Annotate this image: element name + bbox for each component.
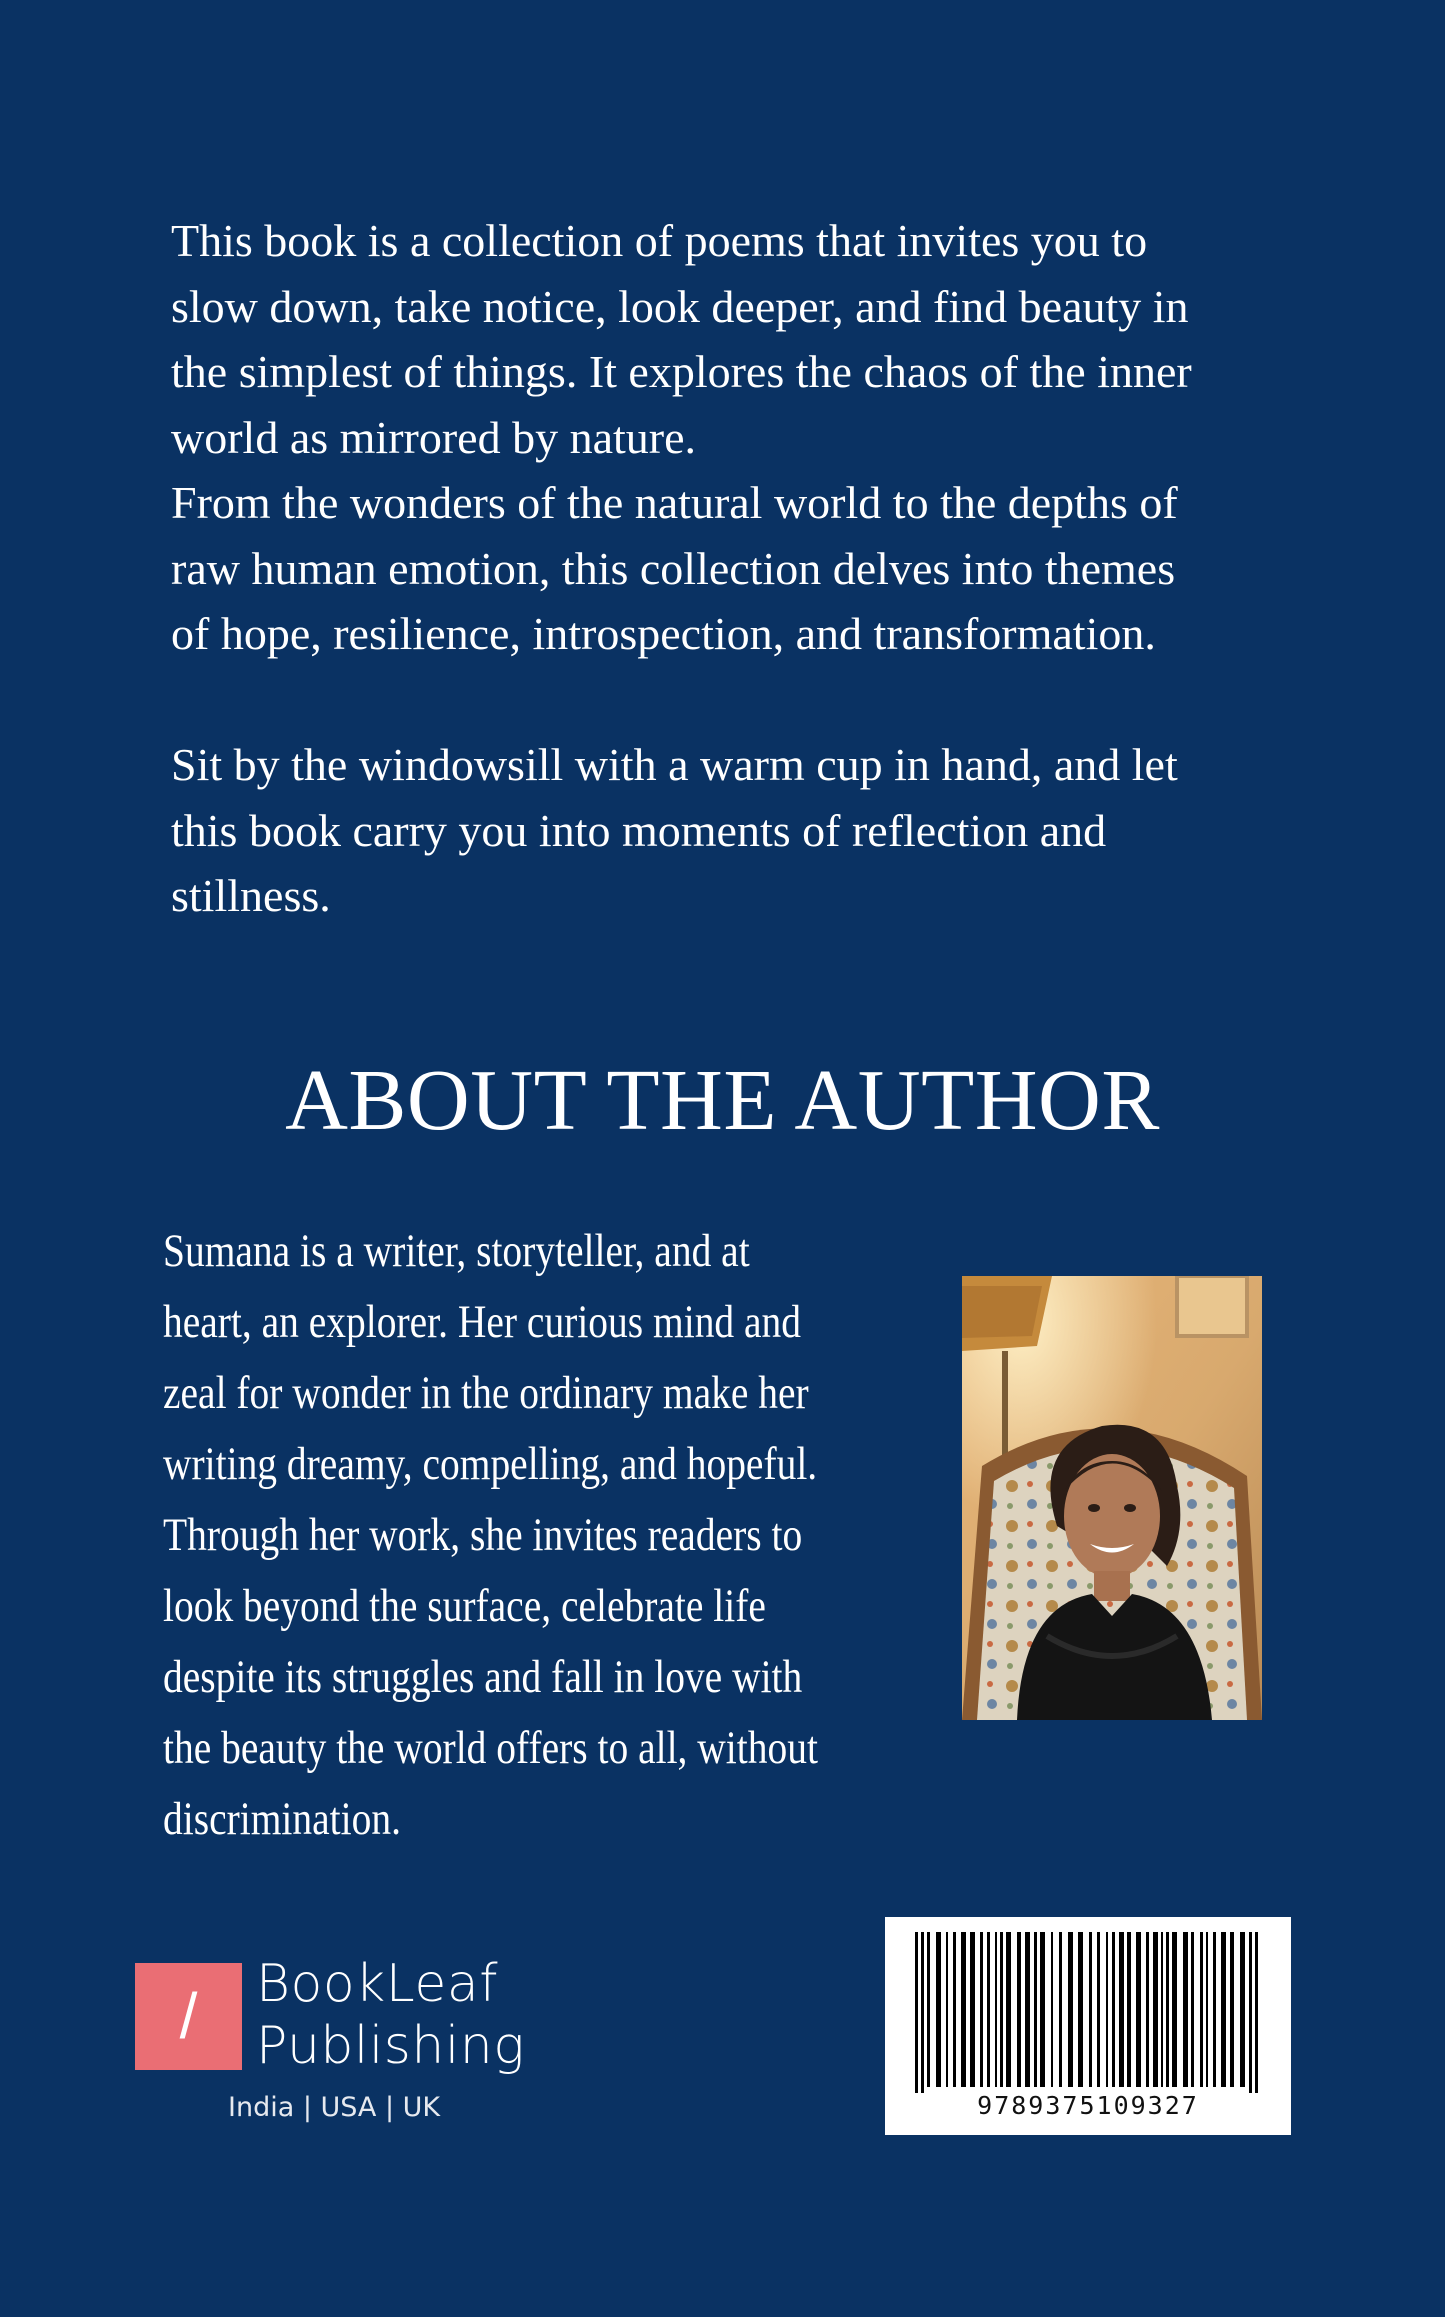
barcode-bar (1068, 1932, 1073, 2087)
barcode-bar (961, 1932, 966, 2087)
barcode-bar (1017, 1932, 1021, 2087)
barcode-bar (1106, 1932, 1108, 2087)
barcode-bar (1034, 1932, 1037, 2087)
barcode-bar (995, 1932, 997, 2087)
bio-line: Through her work, she invites readers to (163, 1509, 803, 1561)
blurb-line: of hope, resilience, introspection, and transformation. (171, 608, 1156, 659)
author-bio (163, 1216, 818, 1855)
barcode-bar (987, 1932, 990, 2087)
barcode-bar (1059, 1932, 1062, 2087)
barcode-bar (1146, 1932, 1149, 2087)
barcode-bar (1200, 1932, 1203, 2087)
barcode-bar (1172, 1932, 1177, 2087)
blurb-line: raw human emotion, this collection delves into themes (171, 542, 1176, 594)
barcode-bar (1136, 1932, 1141, 2087)
author-photo (962, 1276, 1262, 1720)
barcode-bar (1249, 1932, 1252, 2093)
barcode-bar (915, 1932, 918, 2093)
isbn-number: 9789375109327 (977, 2091, 1199, 2120)
blurb-line: From the wonders of the natural world to the depths of (171, 477, 1178, 528)
barcode-bar (1112, 1932, 1115, 2087)
barcode-bar (1000, 1932, 1003, 2087)
publisher-name (256, 1953, 525, 2077)
bio-line: despite its struggles and fall in love with (163, 1651, 803, 1703)
book-blurb (171, 208, 1301, 929)
barcode-bar (1206, 1932, 1208, 2087)
barcode-bar (1153, 1932, 1158, 2087)
barcode-bar (1213, 1932, 1216, 2087)
blurb-line: stillness. (171, 870, 331, 921)
bio-line: writing dreamy, compelling, and hopeful. (163, 1438, 818, 1490)
barcode-bar (936, 1932, 941, 2087)
barcode-bar (1240, 1932, 1245, 2087)
bio-line: discrimination. (163, 1793, 401, 1845)
barcode-bar (1089, 1932, 1092, 2087)
blurb-line: the simplest of things. It explores the chaos of the inner (171, 346, 1192, 397)
bio-line: heart, an explorer. Her curious mind and (163, 1296, 802, 1348)
barcode-bar (970, 1932, 975, 2087)
barcode-bar (953, 1932, 956, 2087)
publisher-name-line1: BookLeaf (256, 1954, 499, 2014)
barcode-bar (1161, 1932, 1163, 2087)
barcode-bar (1230, 1932, 1234, 2087)
bio-line: the beauty the world offers to all, without (163, 1722, 818, 1774)
barcode-bar (1097, 1932, 1100, 2087)
blurb-line: Sit by the windowsill with a warm cup in hand, and let (171, 739, 1178, 790)
publisher-regions: India | USA | UK (228, 2092, 441, 2123)
slash-icon: / (179, 1980, 198, 2052)
publisher-name-line2: Publishing (256, 2016, 525, 2076)
barcode-bar (1191, 1932, 1194, 2087)
barcode-bar (946, 1932, 948, 2087)
barcode-bar (1119, 1932, 1124, 2087)
blurb-line: slow down, take notice, look deeper, and find beauty in (171, 280, 1189, 332)
bio-line: Sumana is a writer, storyteller, and at (163, 1225, 750, 1277)
paragraph-gap (171, 667, 1301, 733)
barcode-bar (1221, 1932, 1226, 2087)
barcode-bar (1183, 1932, 1188, 2087)
publisher-logo-mark (135, 1963, 242, 2070)
blurb-line: This book is a collection of poems that invites you to (171, 215, 1148, 266)
blurb-line: this book carry you into moments of reflection and (171, 804, 1107, 856)
barcode-bar (1040, 1932, 1045, 2087)
barcode-bar (1006, 1932, 1011, 2087)
isbn-barcode (885, 1917, 1291, 2135)
barcode-bar (1255, 1932, 1258, 2093)
barcode-bar (921, 1932, 924, 2093)
barcode-bar (1127, 1932, 1131, 2087)
barcode-bar (1025, 1932, 1030, 2087)
about-author-heading: ABOUT THE AUTHOR (285, 1051, 1160, 1148)
blurb-line: world as mirrored by nature. (171, 411, 697, 463)
barcode-bar (927, 1932, 930, 2087)
bio-line: look beyond the surface, celebrate life (163, 1580, 766, 1632)
barcode-bar (1166, 1932, 1169, 2087)
barcode-bar (980, 1932, 983, 2087)
barcode-bar (1078, 1932, 1083, 2087)
bio-line: zeal for wonder in the ordinary make her (163, 1367, 809, 1419)
barcode-bar (1051, 1932, 1053, 2087)
